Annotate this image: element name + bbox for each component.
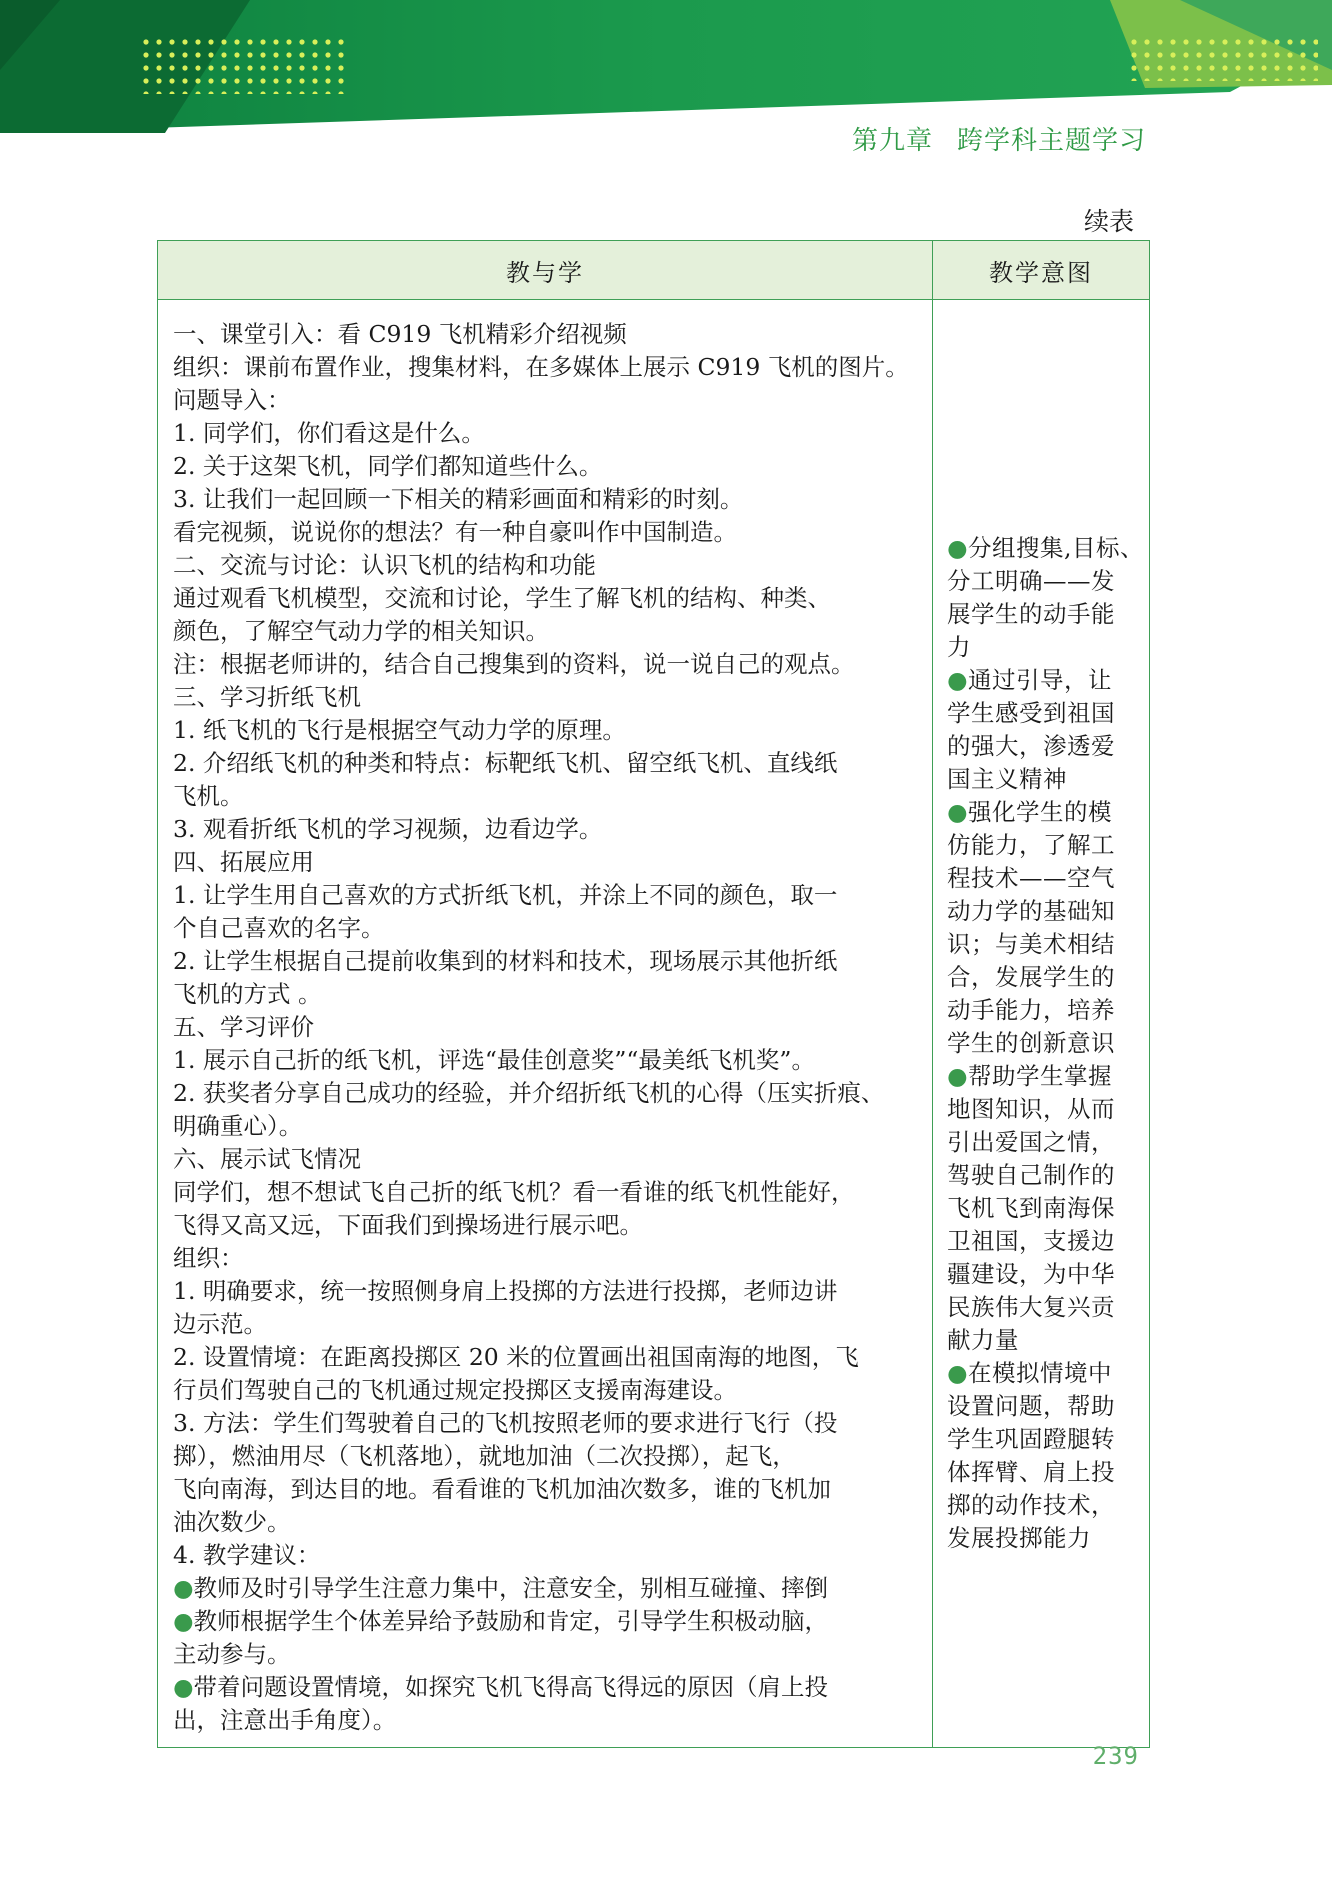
intent-line [947,664,1141,697]
bullet-icon: ● [947,666,969,694]
content-line [173,1473,922,1506]
line-text: 驾驶自己制作的 [947,1161,1115,1189]
line-text: 主动参与。 [173,1640,291,1668]
header-banner [0,0,1332,140]
content-line [173,1638,922,1671]
intent-line [947,1192,1141,1225]
bullet-icon: ● [173,1574,194,1602]
intent-line [947,1225,1141,1258]
content-line [173,351,922,384]
line-text: 边示范。 [173,1310,267,1338]
bullet-icon: ● [173,1673,194,1701]
line-text: 1. 明确要求，统一按照侧身肩上投掷的方法进行投掷，老师边讲 [173,1277,838,1305]
line-text: 明确重心）。 [173,1112,303,1140]
line-text: 二、交流与讨论：认识飞机的结构和功能 [173,551,596,579]
bullet-icon: ● [947,534,969,562]
content-line [173,1407,922,1440]
content-line [173,1572,922,1605]
line-text: 3. 方法：学生们驾驶着自己的飞机按照老师的要求进行飞行（投 [173,1409,838,1437]
intent-line [947,1522,1141,1555]
line-text: 带着问题设置情境，如探究飞机飞得高飞得远的原因（肩上投 [193,1673,829,1701]
content-line [173,945,922,978]
line-text: 掷），燃油用尽（飞机落地），就地加油（二次投掷），起飞， [173,1442,796,1470]
teaching-content-cell [158,300,933,1748]
lesson-table [157,240,1150,1748]
line-text: 识；与美术相结 [947,930,1115,958]
line-text: 学生巩固蹬腿转 [947,1425,1115,1453]
chapter-number: 第九章 [851,126,933,156]
line-text: 一、课堂引入：看 C919 飞机精彩介绍视频 [173,320,627,348]
intent-line [947,631,1141,664]
line-text: 六、展示试飞情况 [173,1145,361,1173]
intent-line [947,763,1141,796]
line-text: 教师根据学生个体差异给予鼓励和肯定，引导学生积极动脑， [193,1607,829,1635]
intent-line [947,1390,1141,1423]
content-line [173,1110,922,1143]
line-text: 1. 同学们，你们看这是什么。 [173,419,485,447]
line-text: 教师及时引导学生注意力集中，注意安全，别相互碰撞、摔倒 [193,1574,829,1602]
line-text: 1. 让学生用自己喜欢的方式折纸飞机，并涂上不同的颜色，取一 [173,881,838,909]
line-text: 1. 纸飞机的飞行是根据空气动力学的原理。 [173,716,626,744]
table-row [158,300,1150,1748]
line-text: 在模拟情境中 [968,1359,1113,1387]
content-line [173,1242,922,1275]
intent-line [947,1456,1141,1489]
intent-line [947,994,1141,1027]
line-text: 体挥臂、肩上投 [947,1458,1115,1486]
line-text: 飞向南海，到达目的地。看看谁的飞机加油次数多，谁的飞机加 [173,1475,831,1503]
table-header-row [158,241,1150,300]
line-text: 献力量 [947,1326,1019,1354]
intent-line [947,1357,1141,1390]
line-text: 疆建设，为中华 [947,1260,1115,1288]
line-text: 飞机的方式 。 [173,980,322,1008]
header-intent: 教学意图 [933,241,1150,300]
line-text: 组织：课前布置作业，搜集材料，在多媒体上展示 C919 飞机的图片。 [173,353,909,381]
intent-line [947,565,1141,598]
content-line [173,648,922,681]
content-line [173,1704,922,1737]
content-line [173,780,922,813]
intent-line [947,796,1141,829]
content-line [173,1671,922,1704]
line-text: 民族伟大复兴贡 [947,1293,1115,1321]
intent-line [947,961,1141,994]
line-text: 学生感受到祖国 [947,699,1115,727]
content-line [173,516,922,549]
line-text: 2. 介绍纸飞机的种类和特点：标靶纸飞机、留空纸飞机、直线纸 [173,749,838,777]
line-text: 飞机飞到南海保 [947,1194,1115,1222]
intent-line [947,1489,1141,1522]
line-text: 飞机。 [173,782,244,810]
content-line [173,879,922,912]
intent-line [947,928,1141,961]
line-text: 程技术——空气 [947,864,1115,892]
line-text: 2. 让学生根据自己提前收集到的材料和技术，现场展示其他折纸 [173,947,838,975]
intent-line [947,697,1141,730]
line-text: 同学们，想不想试飞自己折的纸飞机？看一看谁的纸飞机性能好， [173,1178,855,1206]
line-text: 合，发展学生的 [947,963,1115,991]
content-line [173,681,922,714]
line-text: 强化学生的模 [968,798,1113,826]
intent-line [947,1291,1141,1324]
content-line [173,813,922,846]
content-line [173,384,922,417]
line-text: 学生的创新意识 [947,1029,1115,1057]
bullet-icon: ● [947,1062,969,1090]
content-line [173,1077,922,1110]
line-text: 五、学习评价 [173,1013,314,1041]
intent-line [947,1126,1141,1159]
intent-line [947,532,1144,565]
content-line [173,1341,922,1374]
line-text: 力 [947,633,971,661]
line-text: 通过观看飞机模型，交流和讨论，学生了解飞机的结构、种类、 [173,584,831,612]
line-text: 看完视频，说说你的想法？有一种自豪叫作中国制造。 [173,518,737,546]
content-line [173,450,922,483]
content-line [173,1605,922,1638]
bullet-icon: ● [947,798,969,826]
content-line [173,582,922,615]
content-line [173,483,922,516]
line-text: 分工明确——发 [947,567,1115,595]
intent-line [947,1159,1141,1192]
line-text: 设置问题，帮助 [947,1392,1115,1420]
page-number: 239 [1092,1742,1139,1770]
intent-line [947,1423,1141,1456]
content-line [173,747,922,780]
content-line [173,714,922,747]
line-text: 的强大，渗透爱 [947,732,1115,760]
intent-line [947,862,1141,895]
intent-content-cell [933,300,1150,1748]
line-text: 组织： [173,1244,244,1272]
content-line [173,1176,922,1209]
line-text: 颜色，了解空气动力学的相关知识。 [173,617,549,645]
chapter-subject: 跨学科主题学习 [956,126,1146,156]
line-text: 注：根据老师讲的，结合自己搜集到的资料，说一说自己的观点。 [173,650,855,678]
line-text: 三、学习折纸飞机 [173,683,361,711]
line-text: 掷的动作技术， [947,1491,1115,1519]
line-text: 帮助学生掌握 [968,1062,1113,1090]
intent-line [947,1324,1141,1357]
line-text: 发展投掷能力 [947,1524,1091,1552]
intent-line [947,829,1141,862]
intent-line [947,730,1141,763]
content-line [173,1539,922,1572]
line-text: 4. 教学建议： [173,1541,321,1569]
content-line [173,1374,922,1407]
content-line [173,1011,922,1044]
bullet-icon: ● [947,1359,969,1387]
line-text: 油次数少。 [173,1508,291,1536]
line-text: 2. 获奖者分享自己成功的经验，并介绍折纸飞机的心得（压实折痕、 [173,1079,885,1107]
line-text: 仿能力，了解工 [947,831,1115,859]
intent-line [947,1027,1141,1060]
continued-label: 续表 [1083,207,1134,236]
intent-line [947,895,1141,928]
content-line [173,846,922,879]
bullet-icon: ● [173,1607,194,1635]
line-text: 分组搜集,目标、 [968,534,1144,562]
content-line [173,912,922,945]
line-text: 通过引导，让 [968,666,1113,694]
content-line [173,615,922,648]
content-line [173,417,922,450]
line-text: 卫祖国，支援边 [947,1227,1115,1255]
content-line [173,1506,922,1539]
intent-line [947,598,1141,631]
content-line [173,1143,922,1176]
line-text: 1. 展示自己折的纸飞机，评选“最佳创意奖”“最美纸飞机奖”。 [173,1046,815,1074]
content-line [173,1209,922,1242]
content-line [173,1275,922,1308]
line-text: 3. 让我们一起回顾一下相关的精彩画面和精彩的时刻。 [173,485,744,513]
line-text: 国主义精神 [947,765,1067,793]
content-line [173,1440,922,1473]
line-text: 引出爱国之情， [947,1128,1115,1156]
line-text: 展学生的动手能 [947,600,1115,628]
line-text: 个自己喜欢的名字。 [173,914,385,942]
header-teaching: 教与学 [158,241,933,300]
line-text: 飞得又高又远，下面我们到操场进行展示吧。 [173,1211,643,1239]
line-text: 动手能力，培养 [947,996,1115,1024]
content-line [173,1044,922,1077]
content-line [173,318,922,351]
line-text: 3. 观看折纸飞机的学习视频，边看边学。 [173,815,603,843]
intent-line [947,1258,1141,1291]
content-line [173,549,922,582]
chapter-title [852,120,1146,157]
line-text: 行员们驾驶自己的飞机通过规定投掷区支援南海建设。 [173,1376,737,1404]
content-line [173,1308,922,1341]
line-text: 地图知识，从而 [947,1095,1115,1123]
line-text: 问题导入： [173,386,291,414]
line-text: 2. 设置情境：在距离投掷区 20 米的位置画出祖国南海的地图，飞 [173,1343,859,1371]
intent-line [947,1060,1141,1093]
content-line [173,978,922,1011]
line-text: 出，注意出手角度）。 [173,1706,397,1734]
intent-line [947,1093,1141,1126]
line-text: 动力学的基础知 [947,897,1115,925]
line-text: 四、拓展应用 [173,848,314,876]
line-text: 2. 关于这架飞机，同学们都知道些什么。 [173,452,603,480]
